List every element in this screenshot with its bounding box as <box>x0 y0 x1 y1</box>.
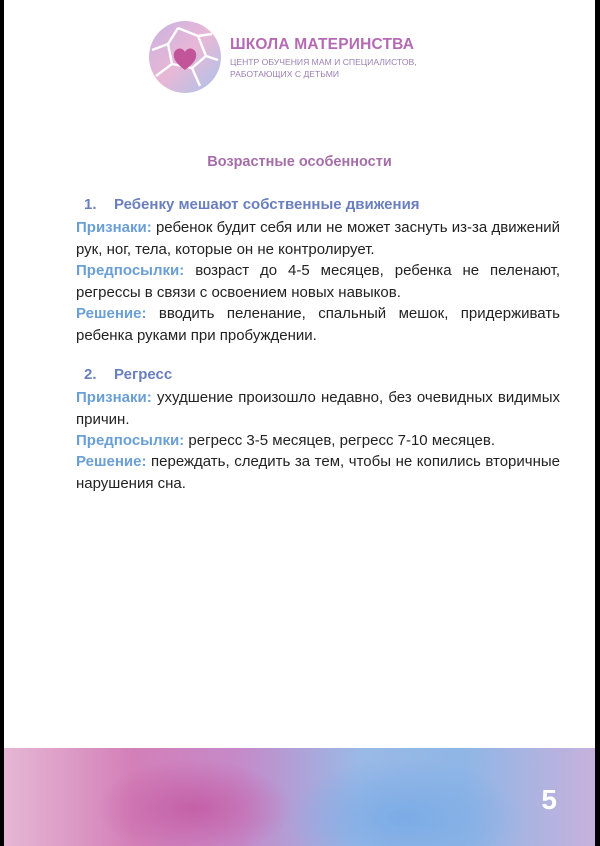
section-title: Возрастные особенности <box>207 154 392 170</box>
solution-paragraph <box>76 451 560 494</box>
heart-logo-icon <box>148 20 222 94</box>
item-number: 1. <box>84 196 97 213</box>
item-number: 2. <box>84 366 97 383</box>
brand-subtitle: ЦЕНТР ОБУЧЕНИЯ МАМ И СПЕЦИАЛИСТОВ, РАБОТАЮЩИХ С ДЕТЬМИ <box>230 57 417 79</box>
item-heading <box>84 366 172 383</box>
causes-label: Предпосылки: <box>76 262 185 279</box>
signs-text: ухудшение произошло недавно, без очевидных видимых причин. <box>76 389 560 428</box>
header <box>4 0 595 110</box>
document-page <box>4 0 595 846</box>
item-title: Ребенку мешают собственные движения <box>114 196 420 213</box>
solution-label: Решение: <box>76 305 147 322</box>
solution-text: переждать, следить за тем, чтобы не копились вторичные нарушения сна. <box>76 453 560 492</box>
brand-title: ШКОЛА МАТЕРИНСТВА <box>230 36 415 53</box>
solution-label: Решение: <box>76 453 147 470</box>
solution-text: вводить пеленание, спальный мешок, придерживать ребенка руками при пробуждении. <box>76 305 560 344</box>
item-heading <box>84 196 420 213</box>
solution-paragraph <box>76 303 560 346</box>
page-number: 5 <box>541 784 557 815</box>
signs-paragraph <box>76 387 560 430</box>
signs-text: ребенок будит себя или не может заснуть из-за движений рук, ног, тела, которые он не контролирует. <box>76 219 560 258</box>
causes-text: возраст до 4-5 месяцев, ребенка не пеленают, регрессы в связи с освоением новых навыков. <box>76 262 561 301</box>
causes-paragraph <box>76 430 560 452</box>
causes-label: Предпосылки: <box>76 432 185 449</box>
signs-label: Признаки: <box>76 389 152 406</box>
causes-text: регресс 3-5 месяцев, регресс 7-10 месяцев. <box>188 432 495 449</box>
causes-paragraph <box>76 260 560 303</box>
signs-paragraph <box>76 217 560 260</box>
signs-label: Признаки: <box>76 219 152 236</box>
footer-gradient-band <box>4 748 595 846</box>
item-title: Регресс <box>114 366 173 383</box>
